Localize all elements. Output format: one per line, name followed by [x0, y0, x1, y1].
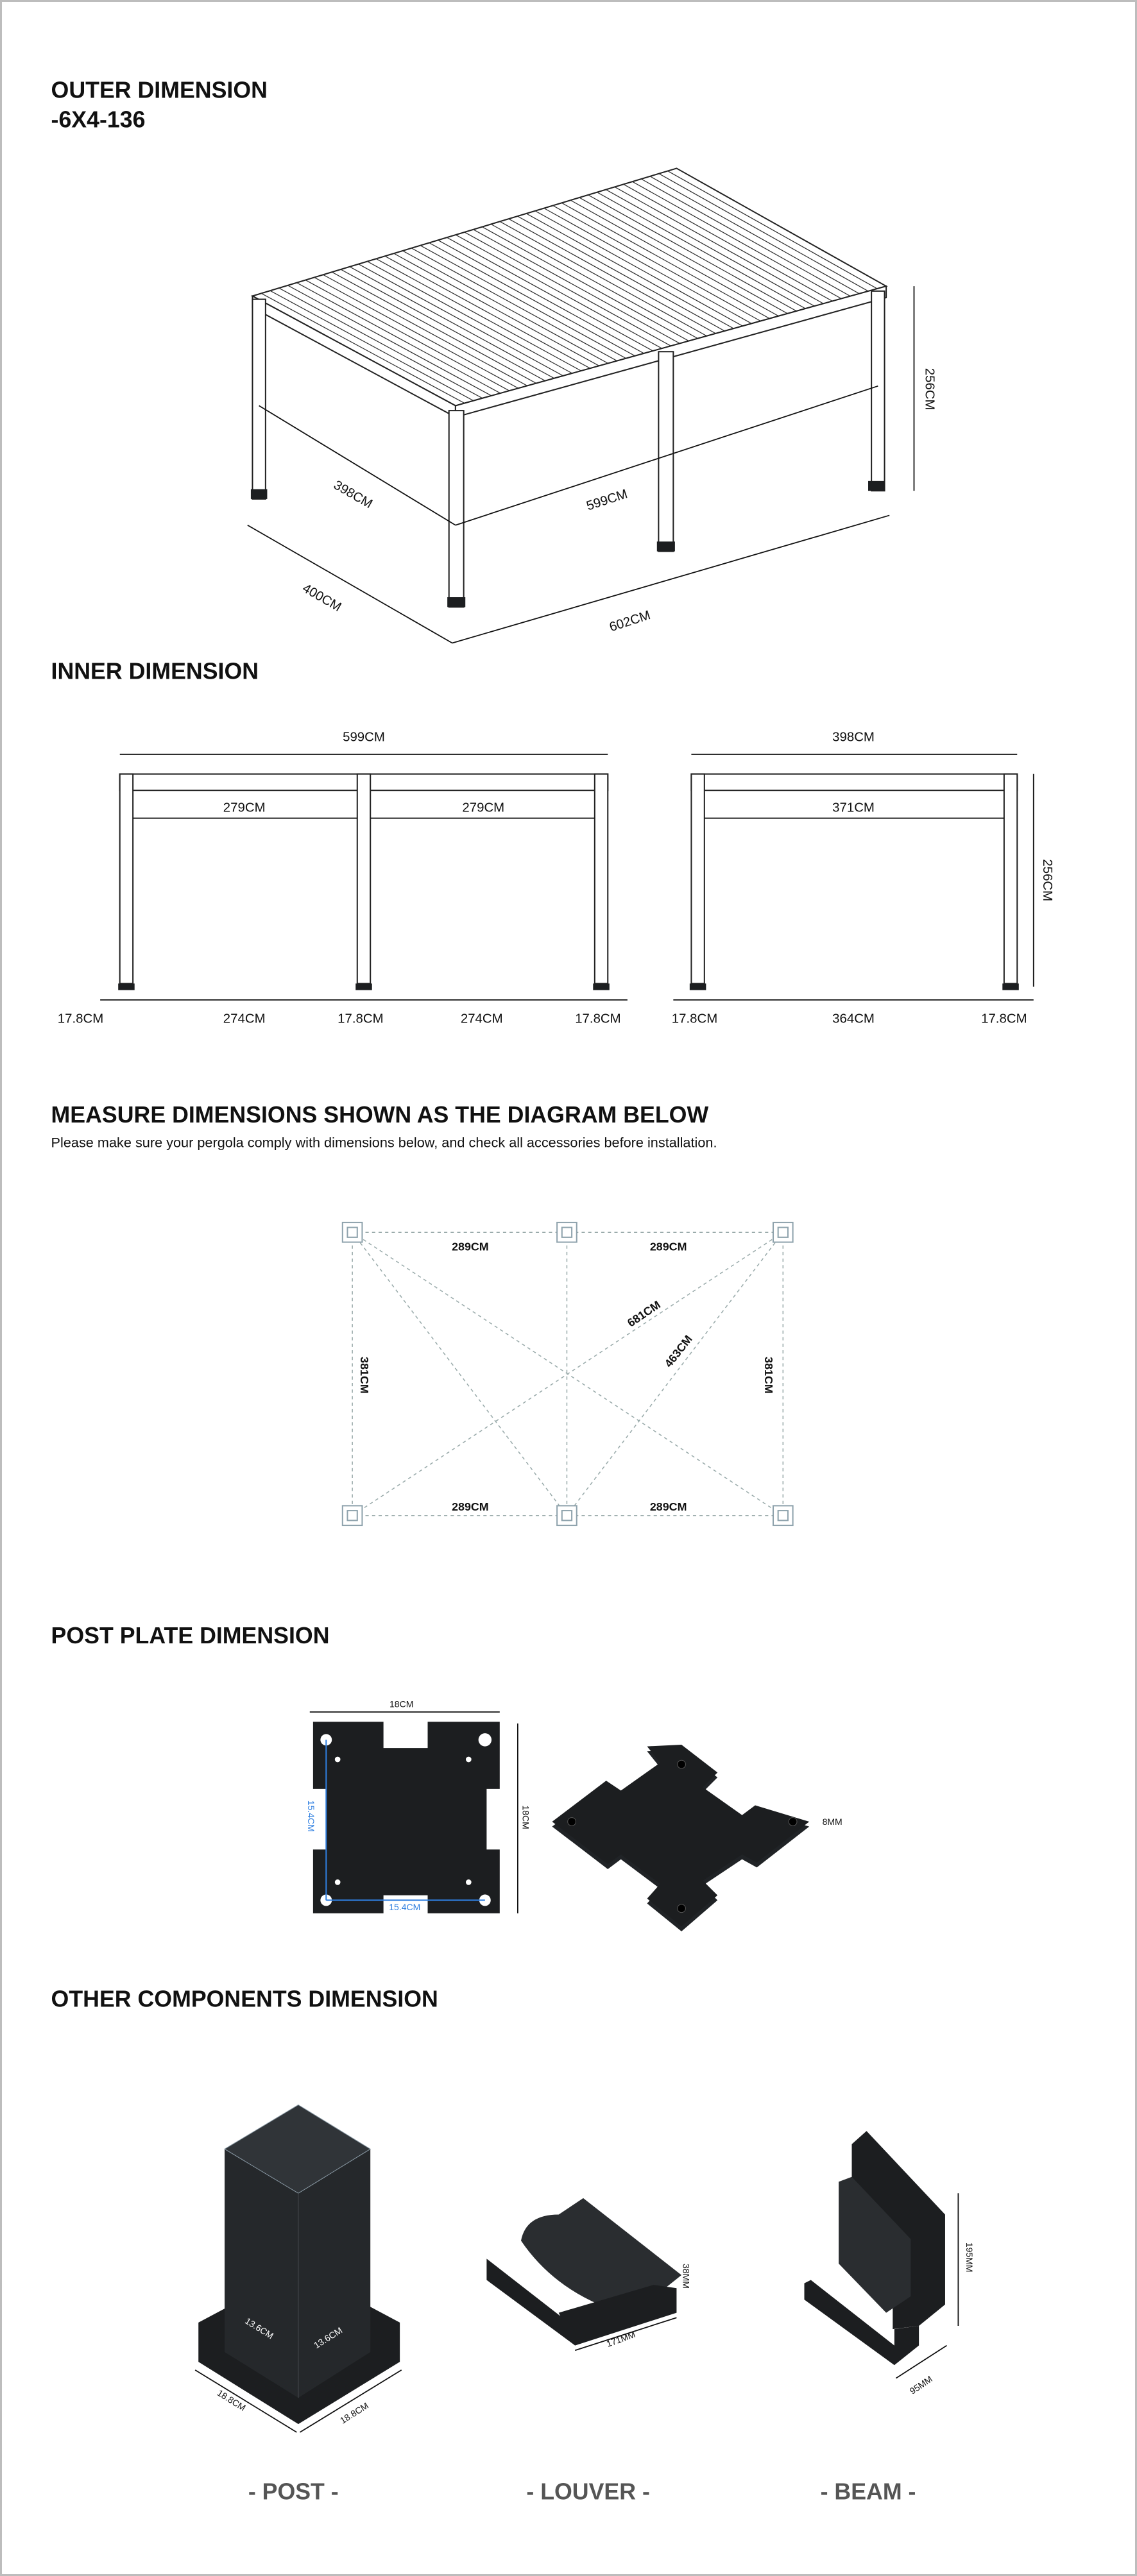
post-plate-top-view: [306, 1699, 531, 1913]
inner-front-total: 599CM: [343, 730, 385, 745]
beam-height-label: 195MM: [964, 2242, 975, 2273]
post-position-marker: [778, 1511, 788, 1520]
inner-side-post2: 17.8CM: [981, 1012, 1027, 1026]
post-front-middle: [658, 352, 673, 551]
plate-title: POST PLATE DIMENSION: [51, 1622, 330, 1648]
post-back-right: [871, 291, 884, 491]
plate-height-label: 18CM: [520, 1805, 531, 1829]
plate-thickness-label: 8MM: [822, 1817, 842, 1827]
inner-side-drawing: [672, 731, 1054, 1026]
inner-side-total: 398CM: [832, 730, 875, 745]
post-position-marker: [562, 1511, 572, 1520]
inner-side-gap: 364CM: [832, 1012, 875, 1026]
post-component: [195, 2105, 402, 2432]
inner-front-span-left: 279CM: [223, 801, 266, 815]
outer-title: OUTER DIMENSION: [51, 77, 268, 103]
plate-width-label: 18CM: [389, 1699, 414, 1709]
outer-front-bottom-label: 602CM: [608, 608, 653, 635]
footprint-diagram: [343, 1223, 793, 1525]
post-inner-a-label: 13.6CM: [243, 2315, 276, 2341]
beam-label: - BEAM -: [820, 2479, 916, 2505]
plate-hole-h-label: 15.4CM: [389, 1901, 421, 1912]
measure-bottom-right: 289CM: [649, 1500, 687, 1514]
outer-model: -6X4-136: [51, 106, 146, 133]
louver-label: - LOUVER -: [526, 2479, 650, 2505]
post-base-a-label: 18.8CM: [215, 2387, 248, 2413]
inner-front-post1: 17.8CM: [57, 1012, 104, 1026]
inner-front-gap2: 274CM: [460, 1012, 503, 1026]
post-plate-iso-view: [552, 1745, 842, 1931]
measure-left: 381CM: [357, 1357, 371, 1394]
beam-width-label: 95MM: [907, 2373, 934, 2396]
inner-side-span: 371CM: [832, 801, 875, 815]
outer-front-top-label: 599CM: [585, 487, 629, 514]
post-label: - POST -: [248, 2479, 339, 2505]
sheet-canvas: [2, 2, 1135, 2574]
outer-side-top-label: 398CM: [331, 478, 375, 512]
post-back-left: [252, 300, 265, 499]
inner-front-post3: 17.8CM: [575, 1012, 621, 1026]
pergola-3d-drawing: [248, 168, 937, 643]
inner-title: INNER DIMENSION: [51, 658, 259, 684]
post-base-b-label: 18.8CM: [338, 2400, 371, 2426]
measure-diagonal-long: 681CM: [625, 1298, 663, 1330]
inner-front-gap1: 274CM: [223, 1012, 266, 1026]
measure-top-left: 289CM: [452, 1240, 489, 1253]
measure-subtitle: Please make sure your pergola comply with dimensions below, and check all accessories before installation.: [51, 1134, 717, 1151]
post-position-marker: [778, 1228, 788, 1237]
inner-front-span-right: 279CM: [462, 801, 505, 815]
post-inner-b-label: 13.6CM: [312, 2325, 345, 2351]
louver-width-label: 171MM: [604, 2328, 637, 2349]
outer-height-label: 256CM: [922, 368, 937, 411]
components-title: OTHER COMPONENTS DIMENSION: [51, 1986, 438, 2012]
post-position-marker: [347, 1228, 357, 1237]
beam-component: [804, 2131, 975, 2396]
inner-side-height: 256CM: [1040, 859, 1055, 902]
measure-bottom-left: 289CM: [452, 1500, 489, 1514]
inner-front-post2: 17.8CM: [338, 1012, 384, 1026]
inner-front-drawing: [58, 731, 628, 1026]
louver-height-label: 38MM: [681, 2264, 692, 2289]
post-position-marker: [562, 1228, 572, 1237]
post-position-marker: [347, 1511, 357, 1520]
measure-right: 381CM: [762, 1357, 776, 1394]
measure-diagonal-short: 463CM: [662, 1332, 695, 1370]
post-front-left: [449, 411, 464, 607]
outer-side-bottom-label: 400CM: [300, 581, 344, 615]
louver-component: [486, 2198, 691, 2350]
inner-side-post1: 17.8CM: [671, 1012, 718, 1026]
plate-hole-v-label: 15.4CM: [306, 1800, 317, 1832]
measure-top-right: 289CM: [649, 1240, 687, 1253]
measure-title: MEASURE DIMENSIONS SHOWN AS THE DIAGRAM BELOW: [51, 1102, 709, 1128]
